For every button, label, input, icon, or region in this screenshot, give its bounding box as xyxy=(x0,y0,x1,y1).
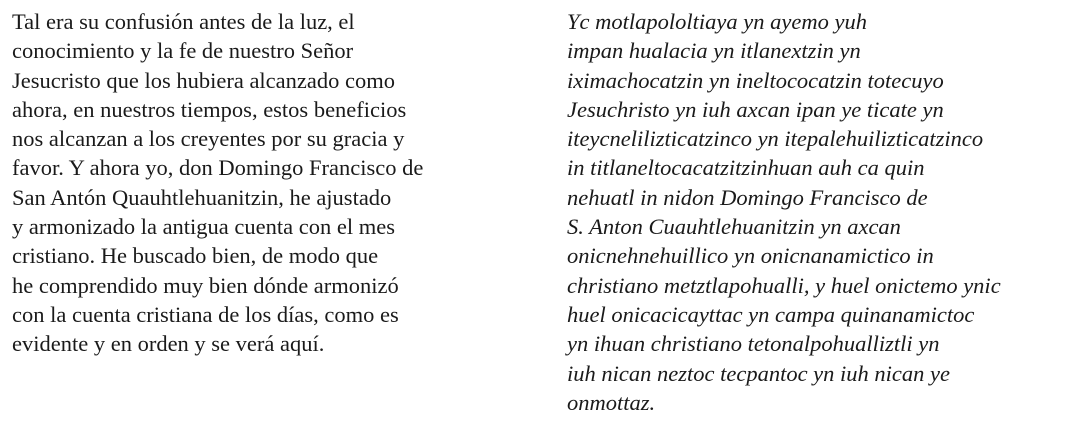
spanish-line: he comprendido muy bien dónde armonizó xyxy=(12,272,399,298)
spanish-line: con la cuenta cristiana de los días, como es xyxy=(12,301,399,327)
nahuatl-line: in titlaneltocacatzitzinhuan auh ca quin xyxy=(567,155,925,181)
spanish-line: San Antón Quauhtlehuanitzin, he ajustado xyxy=(12,184,392,210)
nahuatl-line: onicnehnehuillico yn onicnanamictico in xyxy=(567,243,934,269)
spanish-line: nos alcanzan a los creyentes por su gracia y xyxy=(12,126,405,152)
nahuatl-text-column xyxy=(567,7,1001,417)
spanish-line: cristiano. He buscado bien, de modo que xyxy=(12,243,379,269)
spanish-line: evidente y en orden y se verá aquí. xyxy=(12,331,325,357)
nahuatl-line: impan hualacia yn itlanextzin yn xyxy=(567,38,861,64)
nahuatl-line: S. Anton Cuauhtlehuanitzin yn axcan xyxy=(567,214,901,240)
nahuatl-line: nehuatl in nidon Domingo Francisco de xyxy=(567,184,928,210)
spanish-line: conocimiento y la fe de nuestro Señor xyxy=(12,38,354,64)
nahuatl-line: iuh nican neztoc tecpantoc yn iuh nican ye xyxy=(567,360,951,386)
nahuatl-line: Yc motlapololtiaya yn ayemo yuh xyxy=(567,9,867,34)
nahuatl-line: iximachocatzin yn ineltococatzin totecuyo xyxy=(567,67,944,93)
spanish-line: y armonizado la antigua cuenta con el mes xyxy=(12,214,395,240)
spanish-line: Jesucristo que los hubiera alcanzado como xyxy=(12,67,395,93)
nahuatl-line: yn ihuan christiano tetonalpohualliztli yn xyxy=(567,331,940,357)
spanish-line: favor. Y ahora yo, don Domingo Francisco de xyxy=(12,155,424,181)
nahuatl-line: christiano metztlapohualli, y huel onictemo ynic xyxy=(567,272,1001,298)
spanish-line: ahora, en nuestros tiempos, estos beneficios xyxy=(12,96,407,122)
nahuatl-line: huel onicacicayttac yn campa quinanamictoc xyxy=(567,301,975,327)
nahuatl-line: onmottaz. xyxy=(567,389,656,415)
spanish-text-column xyxy=(12,7,423,359)
spanish-line: Tal era su confusión antes de la luz, el xyxy=(12,9,355,34)
nahuatl-line: Jesuchristo yn iuh axcan ipan ye ticate yn xyxy=(567,96,944,122)
nahuatl-line: iteycnelilizticatzinco yn itepalehuilizticatzinco xyxy=(567,126,984,152)
